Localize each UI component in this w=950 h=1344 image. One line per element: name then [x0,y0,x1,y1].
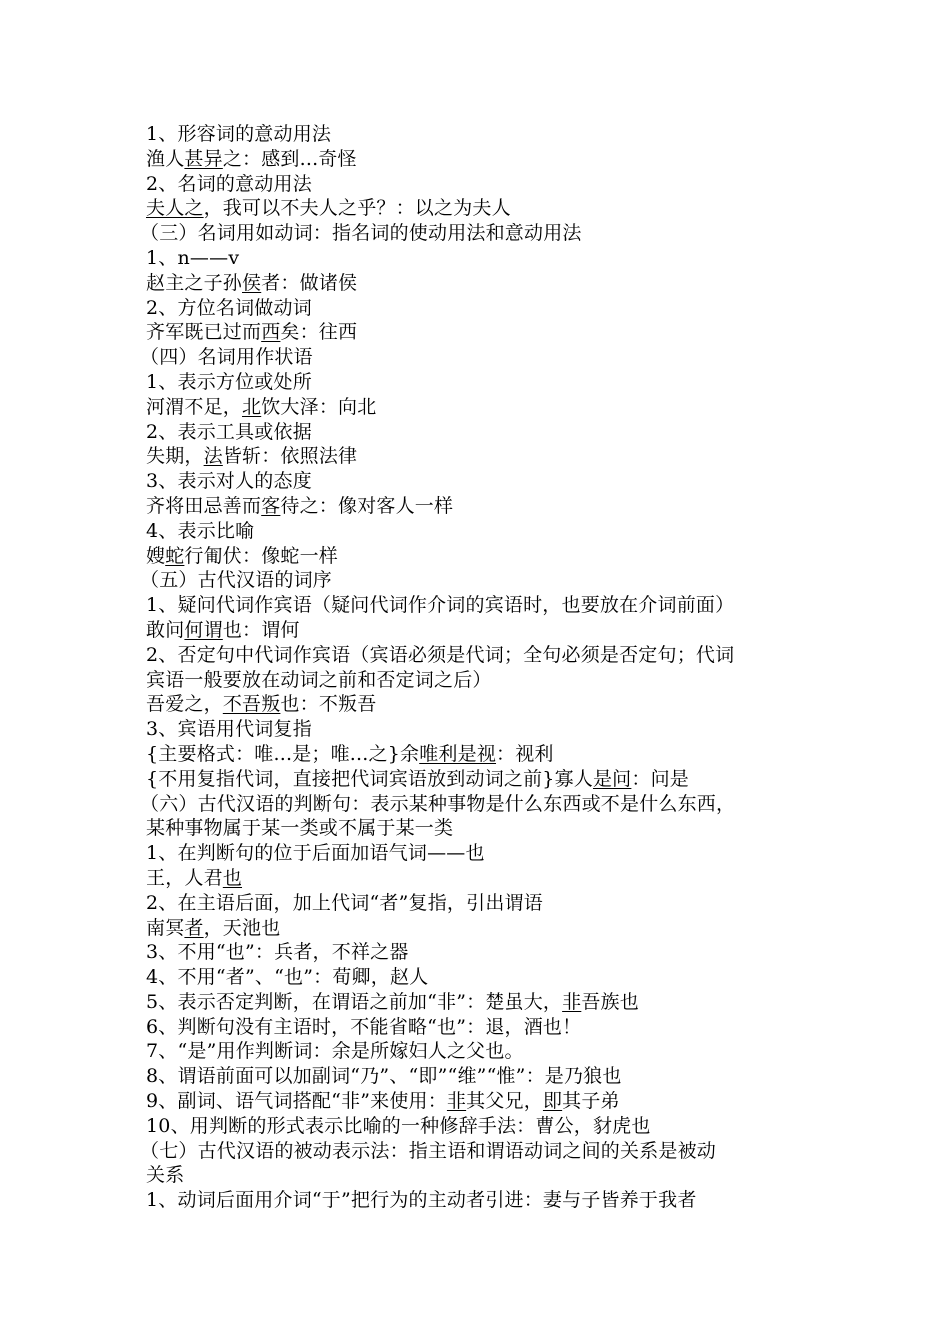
text-line [146,767,846,792]
text-segment: 1、在判断句的位于后面加语气词——也 [146,842,485,865]
text-line [146,1114,846,1139]
text-segment: 渔人 [146,147,185,170]
text-line [146,891,846,916]
text-line [146,122,846,147]
text-segment: 之：感到...奇怪 [222,147,357,170]
text-line [140,1139,846,1164]
text-segment: 2、表示工具或依据 [146,420,312,443]
text-segment: 者：做诸侯 [261,271,358,294]
text-line [146,668,846,693]
text-line [146,990,846,1015]
text-line [146,320,846,345]
text-segment: 饮大泽：向北 [261,395,377,418]
text-segment: 南冥 [146,916,185,939]
text-line [140,221,846,246]
text-line [146,717,846,742]
text-segment: 8、谓语前面可以加副词“乃”、“即”“维”“惟”：是乃狼也 [146,1065,622,1088]
text-line [146,271,846,296]
text-segment: 6、判断句没有主语时，不能省略“也”：退，酒也！ [146,1015,582,1038]
text-segment: 其子弟 [562,1090,620,1113]
underlined-word: 者 [184,916,204,939]
text-segment: 关系 [146,1164,185,1187]
text-segment: 宾语一般要放在动词之前和否定词之后） [146,668,492,691]
text-segment: 行匍伏：像蛇一样 [184,544,339,567]
text-line [146,1089,846,1114]
text-line [146,940,846,965]
text-line [146,643,846,668]
text-segment: {主要格式：唯...是；唯...之}余 [146,742,420,765]
text-segment: 9、副词、语气词搭配“非”来使用： [146,1090,447,1113]
text-line [146,1163,846,1188]
underlined-word: 何谓 [184,618,223,641]
text-line [146,1188,846,1213]
document-page [140,122,846,1213]
text-line [140,568,846,593]
text-line [146,816,846,841]
text-segment: 2、方位名词做动词 [146,296,312,319]
underlined-word: 非 [562,990,582,1013]
text-line [146,841,846,866]
underlined-word: 是问 [592,767,632,790]
underlined-word: 法 [203,445,223,468]
text-segment: ，天池也 [203,916,281,939]
text-segment: 吾爱之， [146,693,223,716]
text-line [146,1064,846,1089]
text-segment: 1、表示方位或处所 [146,370,312,393]
text-line [146,494,846,519]
text-line [146,147,846,172]
text-segment: （六）古代汉语的判断句：表示某种事物是什么东西或不是什么东西， [140,792,736,815]
text-segment: （七）古代汉语的被动表示法：指主语和谓语动词之间的关系是被动 [140,1139,717,1162]
text-segment: 其父兄， [466,1090,543,1113]
text-line [146,420,846,445]
text-segment: 敢问 [146,618,185,641]
text-segment: 齐将田忌善而 [146,494,262,517]
underlined-word: 即 [542,1090,563,1113]
text-segment: 4、表示比喻 [146,519,255,542]
underlined-word: 非 [446,1090,467,1113]
text-line [140,792,846,817]
text-segment: 1、疑问代词作宾语（疑问代词作介词的宾语时，也要放在介词前面） [146,594,735,617]
text-segment: 3、不用“也”：兵者，不祥之器 [146,941,409,964]
text-segment: 2、否定句中代词作宾语（宾语必须是代词；全句必须是否定句；代词 [146,643,735,666]
underlined-word: 不吾叛 [222,693,281,716]
text-segment: 3、宾语用代词复指 [146,718,312,741]
text-segment: 4、不用“者”、“也”：荀卿，赵人 [146,966,429,989]
text-line [146,196,846,221]
text-segment: ：视利 [496,742,554,765]
text-segment: 嫂 [146,544,166,567]
underlined-word: 客 [261,494,281,517]
text-segment: 也：谓何 [222,618,300,641]
text-line [146,965,846,990]
text-line [146,916,846,941]
text-segment: 吾族也 [581,990,639,1013]
text-segment: 失期， [146,445,204,468]
text-segment: 赵主之子孙 [146,271,243,294]
text-segment: {不用复指代词，直接把代词宾语放到动词之前}寡人 [146,767,593,790]
text-segment: 3、表示对人的态度 [146,470,312,493]
text-segment: 王，人君 [146,866,223,889]
text-segment: 1、动词后面用介词“于”把行为的主动者引进：妻与子皆养于我者 [146,1189,697,1212]
text-line [146,742,846,767]
underlined-word: 夫人之 [146,197,204,220]
text-line [146,544,846,569]
text-line [146,469,846,494]
text-segment: 10、用判断的形式表示比喻的一种修辞手法：曹公，豺虎也 [146,1114,651,1137]
text-segment: 2、名词的意动用法 [146,172,312,195]
text-segment: 某种事物属于某一类或不属于某一类 [146,817,454,840]
text-segment: 7、“是”用作判断词：余是所嫁妇人之父也。 [146,1040,524,1063]
text-segment: （三）名词用如动词：指名词的使动用法和意动用法 [140,222,582,245]
text-line [146,172,846,197]
text-segment: 待之：像对客人一样 [280,494,454,517]
text-segment: （四）名词用作状语 [140,346,313,369]
text-line [146,618,846,643]
text-segment: 齐军既已过而 [146,321,262,344]
text-segment: 1、形容词的意动用法 [146,123,332,145]
text-line [140,345,846,370]
underlined-word: 唯利是视 [419,742,497,765]
text-segment: ：问是 [631,767,689,790]
text-segment: （五）古代汉语的词序 [140,569,333,592]
text-segment: 1、n——v [146,246,240,269]
text-line [146,296,846,321]
text-segment: ，我可以不夫人之乎？：以之为夫人 [203,197,511,220]
text-line [146,866,846,891]
text-segment: 也：不叛吾 [280,693,377,716]
text-segment: 皆斩：依照法律 [222,445,358,468]
text-line [146,692,846,717]
underlined-word: 西 [261,321,281,344]
text-line [146,395,846,420]
text-line [146,593,846,618]
underlined-word: 也 [222,866,243,889]
text-line [146,1039,846,1064]
underlined-word: 侯 [242,271,262,294]
text-line [146,444,846,469]
underlined-word: 蛇 [165,544,185,567]
underlined-word: 北 [242,395,262,418]
text-line [146,370,846,395]
text-segment: 2、在主语后面，加上代词“者”复指，引出谓语 [146,891,543,914]
text-line [146,1015,846,1040]
text-line [146,519,846,544]
underlined-word: 甚异 [184,147,223,170]
text-segment: 矣：往西 [280,321,358,344]
text-line [146,246,846,271]
text-segment: 河渭不足， [146,395,243,418]
text-segment: 5、表示否定判断，在谓语之前加“非”：楚虽大， [146,990,563,1013]
